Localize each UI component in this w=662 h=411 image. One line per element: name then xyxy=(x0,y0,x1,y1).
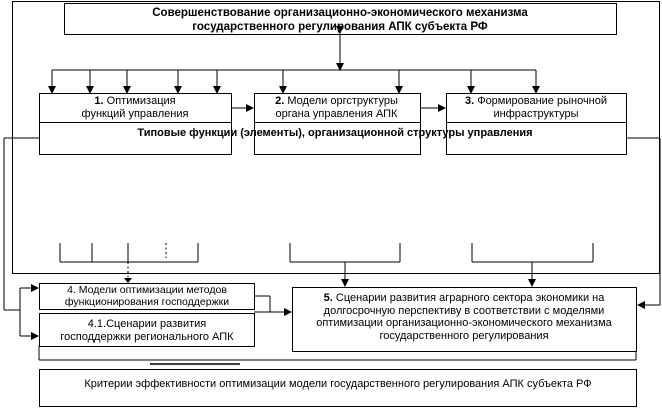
diagram-title xyxy=(70,6,610,34)
box-5-line-3: оптимизации организационно-экономического механизма xyxy=(316,317,612,329)
box-1-number: 1. xyxy=(94,95,104,107)
title-line-2: государственного регулирования АПК субъекта РФ xyxy=(192,21,488,33)
box-3-number: 3. xyxy=(464,95,475,107)
typical-functions-label: Типовые функции (элементы), организационной структуры управления xyxy=(137,127,533,139)
box-5-line-2: долгосрочную перспективу в соответствии с моделями xyxy=(323,304,605,317)
criteria-label: Критерии эффективности оптимизации модели государственного регулирования АПК субъекта РФ xyxy=(84,378,592,390)
box-4-line-2: функционирования господдержки xyxy=(64,296,230,308)
box-4-1-label xyxy=(40,318,254,344)
box-1-line-2: функций управления xyxy=(81,108,189,120)
box-1-line-1: Оптимизация xyxy=(106,95,176,107)
box-4-line-1: 4. Модели оптимизации методов xyxy=(67,284,227,296)
box-3-line-2: инфраструктуры xyxy=(493,108,579,120)
box-2-line-1: Модели оргструктуры xyxy=(287,95,398,107)
box-2-line-2: органа управления АПК xyxy=(275,108,398,120)
box-4-label xyxy=(40,284,254,308)
box-5-label xyxy=(292,292,636,342)
box-4-1-line-2: господдержки регионального АПК xyxy=(60,331,234,343)
box-5-number: 5. xyxy=(323,292,333,304)
box-3-line-1: Формирование рыночной xyxy=(477,95,608,107)
box-2-label xyxy=(254,95,419,121)
box-1-label xyxy=(40,95,230,121)
title-line-1: Совершенствование организационно-экономического механизма xyxy=(152,7,528,19)
box-5-line-4: государственного регулирования xyxy=(379,329,549,342)
box-4-1-line-1: 4.1.Сценарии развития xyxy=(87,318,207,330)
box-5-line-1: Сценарии развития аграрного сектора экономики на xyxy=(332,292,605,304)
box-2-number: 2. xyxy=(275,95,285,107)
box-3-label xyxy=(446,95,626,121)
